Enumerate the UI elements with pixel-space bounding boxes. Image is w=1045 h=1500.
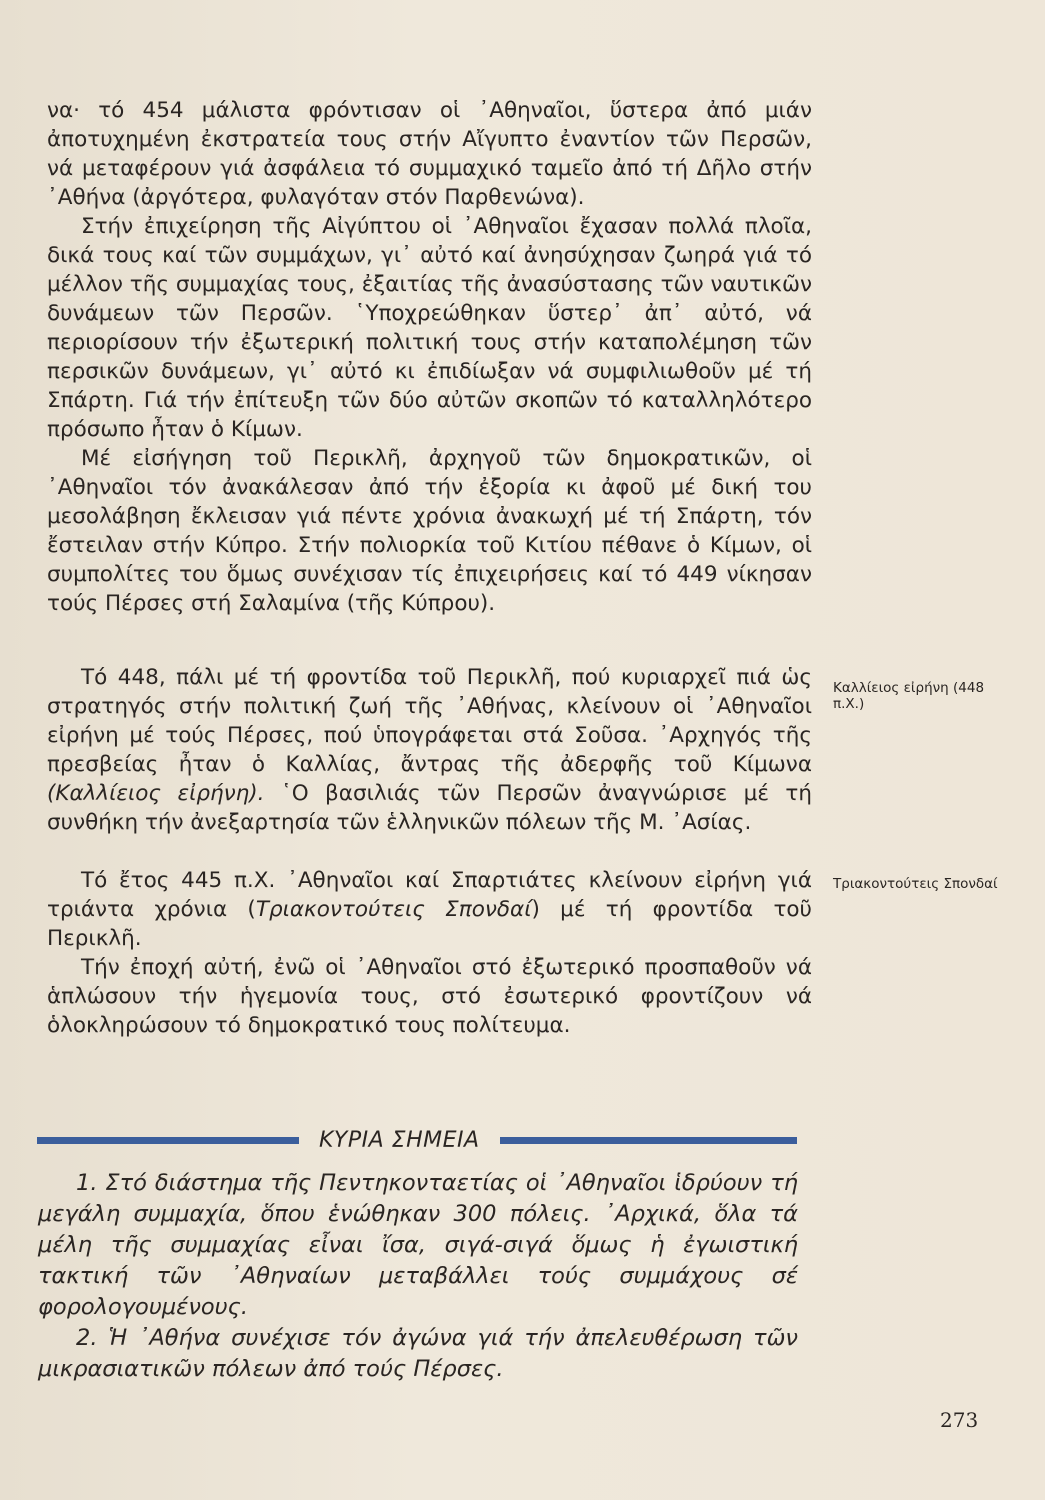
key-point-item: 1. Στό διάστημα τῆς Πεντηκονταετίας οἱ ᾿Αθηναῖοι ἱδρύουν τή μεγάλη συμμαχία, ὅπου ἑνώθηκαν 300 πόλεις. ᾿Αρχικά, ὅλα τά μέλη τῆς συμμαχίας εἶναι ἴσα, σιγά-σιγά ὅμως ἡ ἐγωιστική τακτική τῶν ᾿Αθηναίων μεταβάλλει τούς συμμάχους σέ φορολογουμένους. xyxy=(38,1170,798,1320)
kallias-italic-term: (Καλλίειος εἰρήνη). xyxy=(47,781,265,806)
page-number: 273 xyxy=(940,1408,979,1432)
paragraph-epoch: Τήν ἐποχή αὐτή, ἐνῶ οἱ ᾿Αθηναῖοι στό ἐξωτερικό προσπαθοῦν νά ἁπλώσουν τήν ἡγεμονία τους, στό ἐσωτερικό φροντίζουν νά ὁλοκληρώσουν τό δημοκρατικό τους πολίτευμα. xyxy=(47,955,812,1038)
paragraph-thirty-years-treaty xyxy=(47,866,812,953)
treaty-text-2: ) μέ τή φροντίδα τοῦ Περικλῆ. xyxy=(47,897,812,951)
margin-note-treaty: Τριακοντούτεις Σπονδαί xyxy=(833,876,998,892)
text-block-top xyxy=(47,96,812,618)
kallias-text-1: Τό 448, πάλι μέ τή φροντίδα τοῦ Περικλῆ, πού κυριαρχεῖ πιά ὡς στρατηγός στήν πολιτική ζωή τῆς ᾿Αθήνας, κλείνουν οἱ ᾿Αθηναῖοι εἰρήνη μέ τούς Πέρσες, πού ὑπογράφεται στά Σοῦσα. ᾿Αρχηγός τῆς πρεσβείας ἦταν ὁ Καλλίας, ἄντρας τῆς ἀδερφῆς τοῦ Κίμωνα xyxy=(47,665,812,777)
key-points-title: ΚΥΡΙΑ ΣΗΜΕΙΑ xyxy=(319,1127,480,1153)
paragraph-kimon-cyprus: Μέ εἰσήγηση τοῦ Περικλῆ, ἀρχηγοῦ τῶν δημοκρατικῶν, οἱ ᾿Αθηναῖοι τόν ἀνακάλεσαν ἀπό τήν ἐξορία κι ἀφοῦ μέ δική του μεσολάβηση ἔκλεισαν γιά πέντε χρόνια ἀνακωχή μέ τή Σπάρτη, τόν ἔστειλαν στήν Κύπρο. Στήν πολιορκία τοῦ Κιτίου πέθανε ὁ Κίμων, οἱ συμπολίτες του ὅμως συνέχισαν τίς ἐπιχειρήσεις καί τό 449 νίκησαν τούς Πέρσες στή Σαλαμίνα (τῆς Κύπρου). xyxy=(47,446,812,616)
paragraph-kallias-peace xyxy=(47,663,812,837)
margin-note-kallias: Καλλίειος εἰρήνη (448 π.Χ.) xyxy=(833,680,985,712)
treaty-text-1: Τό ἔτος 445 π.Χ. ᾿Αθηναῖοι καί Σπαρτιάτες κλείνουν εἰρήνη γιά τριάντα χρόνια ( xyxy=(47,868,812,922)
key-points-header xyxy=(37,1126,797,1154)
text-block-treaty xyxy=(47,866,812,1040)
key-points-list xyxy=(38,1168,798,1385)
key-point-item: 2. Ἡ ᾿Αθήνα συνέχισε τόν ἀγώνα γιά τήν ἀπελευθέρωση τῶν μικρασιατικῶν πόλεων ἀπό τούς Πέρσες. xyxy=(38,1325,798,1382)
treaty-italic-term: Τριακοντούτεις Σπονδαί xyxy=(255,897,532,922)
text-block-kallias xyxy=(47,663,812,837)
kallias-text-2: ῾Ο βασιλιάς τῶν Περσῶν ἀναγνώρισε μέ τή συνθήκη τήν ἀνεξαρτησία τῶν ἑλληνικῶν πόλεων τῆς Μ. ᾿Ασίας. xyxy=(47,781,812,835)
paragraph-egypt-expedition: Στήν ἐπιχείρηση τῆς Αἰγύπτου οἱ ᾿Αθηναῖοι ἔχασαν πολλά πλοῖα, δικά τους καί τῶν συμμάχων, γι᾿ αὐτό καί ἀνησύχησαν ζωηρά γιά τό μέλλον τῆς συμμαχίας τους, ἐξαιτίας τῆς ἀνασύστασης τῶν ναυτικῶν δυνάμεων τῶν Περσῶν. ῾Υποχρεώθηκαν ὕστερ᾿ ἀπ᾿ αὐτό, νά περιορίσουν τήν ἐξωτερική πολιτική τους στήν καταπολέμηση τῶν περσικῶν δυνάμεων, γι᾿ αὐτό κι ἐπιδίωξαν νά συμφιλιωθοῦν μέ τή Σπάρτη. Γιά τήν ἐπίτευξη τῶν δύο αὐτῶν σκοπῶν τό καταλληλότερο πρόσωπο ἦταν ὁ Κίμων. xyxy=(47,214,812,442)
header-rule-right xyxy=(500,1137,797,1144)
header-rule-left xyxy=(37,1137,299,1144)
paragraph-treasury: να· τό 454 μάλιστα φρόντισαν οἱ ᾿Αθηναῖοι, ὕστερα ἀπό μιάν ἀποτυχημένη ἐκστρατεία τους στήν Αἴγυπτο ἐναντίον τῶν Περσῶν, νά μεταφέρουν γιά ἀσφάλεια τό συμμαχικό ταμεῖο ἀπό τή Δῆλο στήν ᾿Αθήνα (ἀργότερα, φυλαγόταν στόν Παρθενώνα). xyxy=(47,98,812,210)
